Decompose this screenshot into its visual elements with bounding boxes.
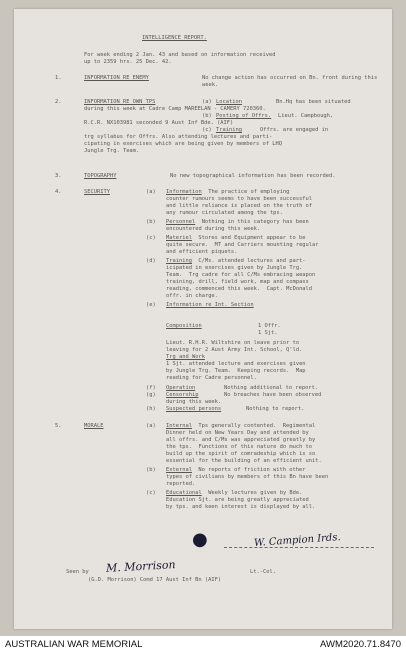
security-letter: (e) — [146, 302, 156, 308]
security-text: No breaches have been observed — [224, 392, 322, 398]
morale-heading: Internal — [166, 423, 192, 429]
security-letter: (d) — [146, 258, 156, 264]
item-number: 2. — [55, 99, 62, 105]
morale-text: by tps. and keen interest is displayed by all. — [166, 504, 316, 510]
security-text: quite secure. MT and Carriers mounting regular — [166, 242, 319, 248]
security-text: The practice of employing — [208, 189, 290, 195]
security-text: Nothing to report. — [246, 406, 305, 412]
security-heading: Suspected persons — [166, 406, 222, 412]
own-tps-text: during this week at Cadre Camp MAREELAN - CAMERY 720360. — [84, 106, 266, 112]
security-text: Nothing in this category has been — [201, 219, 309, 225]
morale-text: Tps generally contented. Regimental — [198, 423, 316, 429]
document-page — [14, 9, 392, 629]
security-heading: Personnel — [166, 219, 196, 225]
morale-text: Education Sjt. are being greatly appreciated — [166, 497, 309, 503]
signature-rule — [224, 547, 374, 548]
security-letter: (f) — [146, 385, 156, 391]
morale-letter: (a) — [146, 423, 156, 429]
security-letter: (c) — [146, 235, 156, 241]
item-number: 3. — [55, 173, 62, 179]
morale-text: reported. — [166, 481, 196, 487]
own-tps-letter: (a) — [202, 99, 212, 105]
item-heading-morale: MORALE — [84, 423, 104, 429]
item-number: 4. — [55, 189, 62, 195]
morale-heading: Educational — [166, 490, 202, 496]
report-period-line1: For week ending 2 Jan. 43 and based on information received — [84, 52, 276, 58]
trg-line: by Jungle Trg. Team. Keeping records. Map — [166, 368, 306, 374]
item-heading-topography: TOPOGRAPHY — [84, 173, 117, 179]
own-tps-text: R.C.R. NX103981 seconded 9 Aust Inf Bde. (AIF) — [84, 120, 234, 126]
morale-text: Weekly lectures given by Bde. — [208, 490, 303, 496]
own-tps-heading: Posting of Offrs. — [216, 113, 272, 119]
own-tps-text: Lieut. Campbough, — [278, 113, 334, 119]
security-letter: (a) — [146, 189, 156, 195]
footer-accession-number: AWM2020.71.8470 — [320, 639, 401, 650]
security-text: Nothing additional to report. — [224, 385, 319, 391]
security-text: Stores and Equipment appear to be — [198, 235, 306, 241]
own-tps-text: trg syllabus for Offrs. Also attending lectures and parti- — [84, 134, 273, 140]
footer-institution: AUSTRALIAN WAR MEMORIAL — [5, 639, 143, 650]
security-text: Team. Trg cadre for all C/Ms embracing weapon — [166, 272, 316, 278]
own-tps-letter: (c) — [202, 127, 212, 133]
security-heading: Materiel — [166, 235, 192, 241]
item-number: 1. — [55, 75, 62, 81]
own-tps-letter: (b) — [202, 113, 212, 119]
own-tps-text: Offrs. are engaged in — [260, 127, 329, 133]
morale-text: essential for the building of an efficient unit. — [166, 458, 322, 464]
security-text: reading, commenced this week. Capt. McDonald — [166, 286, 313, 292]
morale-letter: (c) — [146, 490, 156, 496]
composition-line: 1 Sjt. — [258, 330, 278, 336]
morale-text: No reports of friction with other — [198, 467, 306, 473]
item-heading-own-tps: INFORMATION RE OWN TPS — [84, 99, 156, 105]
security-text: icipated in exercises given by Jungle Trg. — [166, 265, 303, 271]
item-text-topography: No new topographical information has been recorded. — [170, 173, 336, 179]
morale-text: types of civilians by members of this Bn have been — [166, 474, 329, 480]
report-title: INTELLIGENCE REPORT. — [142, 35, 207, 41]
security-letter: (g) — [146, 392, 156, 398]
leave-line: Lieut. R.H.R. Wiltshire on leave prior to — [166, 340, 300, 346]
security-heading: Information re Int. Section — [166, 302, 254, 308]
security-heading: Information — [166, 189, 202, 195]
signature-campion: W. Campion Irds. — [253, 531, 341, 550]
signatory-rank: Lt.-Col. — [250, 569, 276, 575]
own-tps-text: Jungle Trg. Team. — [84, 148, 140, 154]
composition-heading: Composition — [166, 323, 202, 329]
morale-text: build up the spirit of comradeship which is so — [166, 451, 316, 457]
footer-bar — [0, 636, 406, 653]
security-heading: Training — [166, 258, 192, 264]
security-text: C/Ms. attended lectures and part- — [198, 258, 306, 264]
security-text: counter rumours seems to have been successful — [166, 196, 313, 202]
security-text: offr. in charge. — [166, 293, 218, 299]
signatory-line: (G.D. Morrison) Comd 17 Aust Inf Bn (AIF) — [88, 577, 222, 583]
own-tps-heading: Training — [216, 127, 242, 133]
security-letter: (h) — [146, 406, 156, 412]
item-number: 5. — [55, 423, 62, 429]
security-text: during this week. — [166, 399, 222, 405]
security-heading: Operation — [166, 385, 196, 391]
leave-line: leaving for 2 Aust Army Int. School, Q'ld. — [166, 347, 303, 353]
trg-line: reading for Cadre personnel. — [166, 375, 257, 381]
morale-heading: External — [166, 467, 192, 473]
security-text: any rumour circulated among the tps. — [166, 210, 283, 216]
trg-line: 1 Sjt. attended lecture and exercises given — [166, 361, 306, 367]
trg-heading: Trg and Work — [166, 354, 205, 360]
morale-text: Dinner held on New Years Day and attended by — [166, 430, 309, 436]
own-tps-text: cipating in exercises which are being given by members of LHQ — [84, 141, 282, 147]
morale-text: the tps. Functions of this nature do much to — [166, 444, 313, 450]
ink-blot: ● — [192, 529, 208, 550]
morale-text: all offrs. and C/Ms was appreciated greatly by — [166, 437, 316, 443]
security-text: encountered during this week. — [166, 226, 261, 232]
report-period-line2: up to 2359 hrs. 25 Dec. 42. — [84, 59, 172, 65]
item-heading-enemy: INFORMATION RE ENEMY — [84, 75, 149, 81]
item-text-enemy: No change action has occurred on Bn. front during this week. — [202, 75, 378, 88]
item-heading-security: SECURITY — [84, 189, 110, 195]
security-text: and little reliance is placed on the truth of — [166, 203, 313, 209]
security-text: and efficient piquets. — [166, 249, 238, 255]
signature-morrison: M. Morrison — [105, 558, 176, 575]
own-tps-text: Bn.Hq has been situated — [276, 99, 351, 105]
security-heading: Censorship — [166, 392, 199, 398]
own-tps-heading: Location — [216, 99, 242, 105]
composition-line: 1 Offr. — [258, 323, 281, 329]
morale-letter: (b) — [146, 467, 156, 473]
security-text: training, drill, field work, map and compass — [166, 279, 309, 285]
security-letter: (b) — [146, 219, 156, 225]
seen-by-label: Seen by — [66, 569, 89, 575]
